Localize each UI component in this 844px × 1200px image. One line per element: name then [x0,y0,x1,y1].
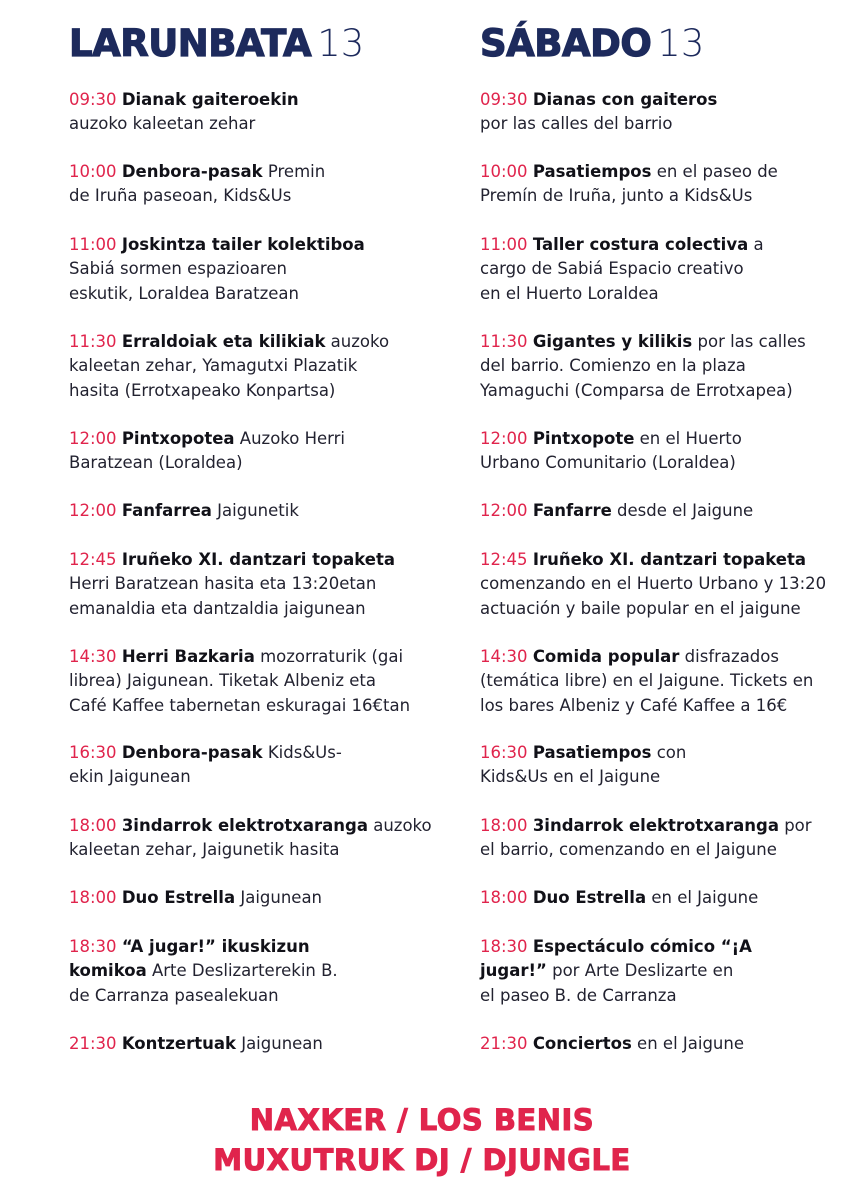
event-time: 18:00 [69,816,117,835]
event-description-line: (temática libre) en el Jaigune. Tickets en [480,671,814,691]
event-description: Auzoko Herri [234,429,346,448]
event-title: Dianak gaiteroekin [121,90,299,109]
event-line [69,1032,323,1056]
footer-line-2: MUXUTRUK DJ / DJUNGLE [213,1143,631,1177]
event-item [480,330,806,403]
event-time: 11:00 [480,235,528,254]
event-description-line: de Carranza pasealekuan [69,985,279,1005]
event-title: Conciertos [532,1034,632,1053]
event-item [480,160,778,209]
event-item [69,1032,323,1056]
event-title: Espectáculo cómico “¡A [532,937,752,956]
event-description-line: auzoko kaleetan zehar [69,114,256,134]
event-line [480,1032,744,1056]
event-item [480,233,764,306]
event-description-line: kaleetan zehar, Jaigunetik hasita [69,840,340,860]
event-line [480,233,764,257]
event-line [480,499,753,523]
event-description: Arte Deslizarterekin B. [146,961,338,981]
event-time: 18:00 [480,816,528,835]
event-description-line: eskutik, Loraldea Baratzean [69,283,299,303]
event-title: 3indarrok elektrotxaranga [121,816,368,835]
event-description: en el Jaigune [646,888,759,907]
event-time: 21:30 [480,1034,528,1053]
event-line [480,88,717,112]
event-description: en el Jaigune [631,1034,744,1053]
event-item [69,160,325,209]
day-header-left [69,22,364,67]
event-item [480,1032,744,1056]
event-item [69,741,342,790]
event-title: Duo Estrella [121,888,236,907]
event-description-line: del barrio. Comienzo en la plaza [480,356,746,376]
event-title: Kontzertuak [121,1034,236,1053]
event-description: Jaigunean [235,1034,323,1053]
event-line [480,959,752,983]
day-header-right [480,22,704,67]
event-description: desde el Jaigune [611,501,754,520]
event-description-line: de Iruña paseoan, Kids&Us [69,186,292,206]
event-description: con [651,743,687,762]
event-time: 21:30 [69,1034,117,1053]
event-line [69,160,325,184]
event-item [69,233,365,306]
event-item [480,645,813,718]
event-description-line: actuación y baile popular en el jaigune [480,598,801,618]
event-time: 14:30 [480,647,528,666]
event-description: por [778,816,812,835]
event-description-line: Baratzean (Loraldea) [69,453,243,473]
event-title-continued: jugar!” [480,961,547,981]
event-time: 09:30 [69,90,117,109]
event-description: disfrazados [679,647,779,666]
event-item [480,88,717,137]
event-title: Fanfarrea [121,501,212,520]
event-description-line: en el Huerto Loraldea [480,283,659,303]
event-line [69,741,342,765]
event-description-line: hasita (Errotxapeako Konpartsa) [69,380,336,400]
event-title: Comida popular [532,647,680,666]
event-time: 18:30 [69,937,117,956]
event-title: Dianas con gaiteros [532,90,718,109]
event-line [69,330,389,354]
event-time: 14:30 [69,647,117,666]
event-line [69,935,338,959]
event-item [480,427,742,476]
event-title: Joskintza tailer kolektiboa [121,235,365,254]
event-description: Jaigunean [235,888,323,907]
day-number: 13 [657,22,705,65]
event-description-line: por las calles del barrio [480,114,673,134]
event-description-line: ekin Jaigunean [69,767,191,787]
event-line [480,886,758,910]
event-line [480,427,742,451]
event-description: mozorraturik (gai [254,647,404,666]
event-description: auzoko [367,816,432,835]
event-time: 11:00 [69,235,117,254]
event-description: Premin [262,162,326,181]
event-line [69,88,299,112]
event-time: 16:30 [480,743,528,762]
day-number: 13 [317,22,365,65]
event-description: en el paseo de [651,162,778,181]
event-description-line: Kids&Us en el Jaigune [480,767,661,787]
event-line [480,741,686,765]
event-description-line: el paseo B. de Carranza [480,985,677,1005]
event-title: Pasatiempos [532,162,652,181]
event-title: 3indarrok elektrotxaranga [532,816,779,835]
event-description-line: Café Kaffee tabernetan eskuragai 16€tan [69,695,411,715]
event-description-line: Yamaguchi (Comparsa de Errotxapea) [480,380,793,400]
event-line [69,814,432,838]
event-time: 11:30 [480,332,528,351]
event-line [480,645,813,669]
event-time: 11:30 [69,332,117,351]
event-time: 16:30 [69,743,117,762]
event-line [69,499,299,523]
event-time: 12:00 [69,501,117,520]
footer-line-1: NAXKER / LOS BENIS [249,1103,595,1137]
event-time: 12:45 [69,550,117,569]
event-title: Iruñeko XI. dantzari topaketa [121,550,396,569]
event-line [69,548,395,572]
event-title: Herri Bazkaria [121,647,255,666]
event-title: “A jugar!” ikuskizun [121,937,310,956]
event-item [69,427,345,476]
event-description: Jaigunetik [211,501,299,520]
event-description-line: kaleetan zehar, Yamagutxi Plazatik [69,356,358,376]
event-line [69,959,338,983]
event-title: Duo Estrella [532,888,647,907]
event-description-line: emanaldia eta dantzaldia jaigunean [69,598,366,618]
event-item [480,741,686,790]
event-description: por Arte Deslizarte en [546,961,734,981]
event-description: auzoko [325,332,390,351]
event-item [480,935,752,1008]
event-description-line: comenzando en el Huerto Urbano y 13:20 [480,574,827,594]
event-title: Denbora-pasak [121,743,263,762]
event-title: Pintxopote [532,429,635,448]
event-line [69,645,410,669]
event-description: en el Huerto [634,429,742,448]
event-title-continued: komikoa [69,961,147,981]
event-item [480,814,812,863]
event-description-line: cargo de Sabiá Espacio creativo [480,259,744,279]
event-description-line: Sabiá sormen espazioaren [69,259,287,279]
event-item [480,499,753,523]
event-title: Erraldoiak eta kilikiak [121,332,326,351]
event-title: Pintxopotea [121,429,235,448]
event-time: 12:45 [480,550,528,569]
event-item [69,814,432,863]
event-title: Denbora-pasak [121,162,263,181]
event-time: 18:00 [69,888,117,907]
event-time: 12:00 [480,501,528,520]
event-title: Fanfarre [532,501,612,520]
event-item [69,935,338,1008]
footer-lineup [0,1100,844,1180]
event-time: 18:00 [480,888,528,907]
event-time: 10:00 [69,162,117,181]
event-item [480,548,826,621]
event-description-line: Herri Baratzean hasita eta 13:20etan [69,574,377,594]
event-time: 12:00 [69,429,117,448]
event-line [480,935,752,959]
event-title: Iruñeko XI. dantzari topaketa [532,550,807,569]
event-description: a [748,235,764,254]
day-name: SÁBADO [480,22,652,65]
event-description-line: Urbano Comunitario (Loraldea) [480,453,736,473]
event-time: 18:30 [480,937,528,956]
event-line [69,233,365,257]
event-item [69,886,322,910]
event-line [480,814,812,838]
event-item [69,548,395,621]
event-item [480,886,758,910]
event-time: 10:00 [480,162,528,181]
event-description: por las calles [692,332,806,351]
event-line [69,427,345,451]
event-item [69,88,299,137]
event-title: Taller costura colectiva [532,235,749,254]
event-description-line: el barrio, comenzando en el Jaigune [480,840,777,860]
event-line [69,886,322,910]
event-item [69,330,389,403]
day-name: LARUNBATA [69,22,312,65]
event-description-line: los bares Albeniz y Café Kaffee a 16€ [480,695,788,715]
event-item [69,499,299,523]
event-line [480,330,806,354]
event-line [480,548,826,572]
event-description: Kids&Us- [262,743,342,762]
event-line [480,160,778,184]
event-title: Gigantes y kilikis [532,332,693,351]
event-description-line: Premín de Iruña, junto a Kids&Us [480,186,753,206]
event-item [69,645,410,718]
event-title: Pasatiempos [532,743,652,762]
event-time: 12:00 [480,429,528,448]
event-time: 09:30 [480,90,528,109]
event-description-line: librea) Jaigunean. Tiketak Albeniz eta [69,671,376,691]
